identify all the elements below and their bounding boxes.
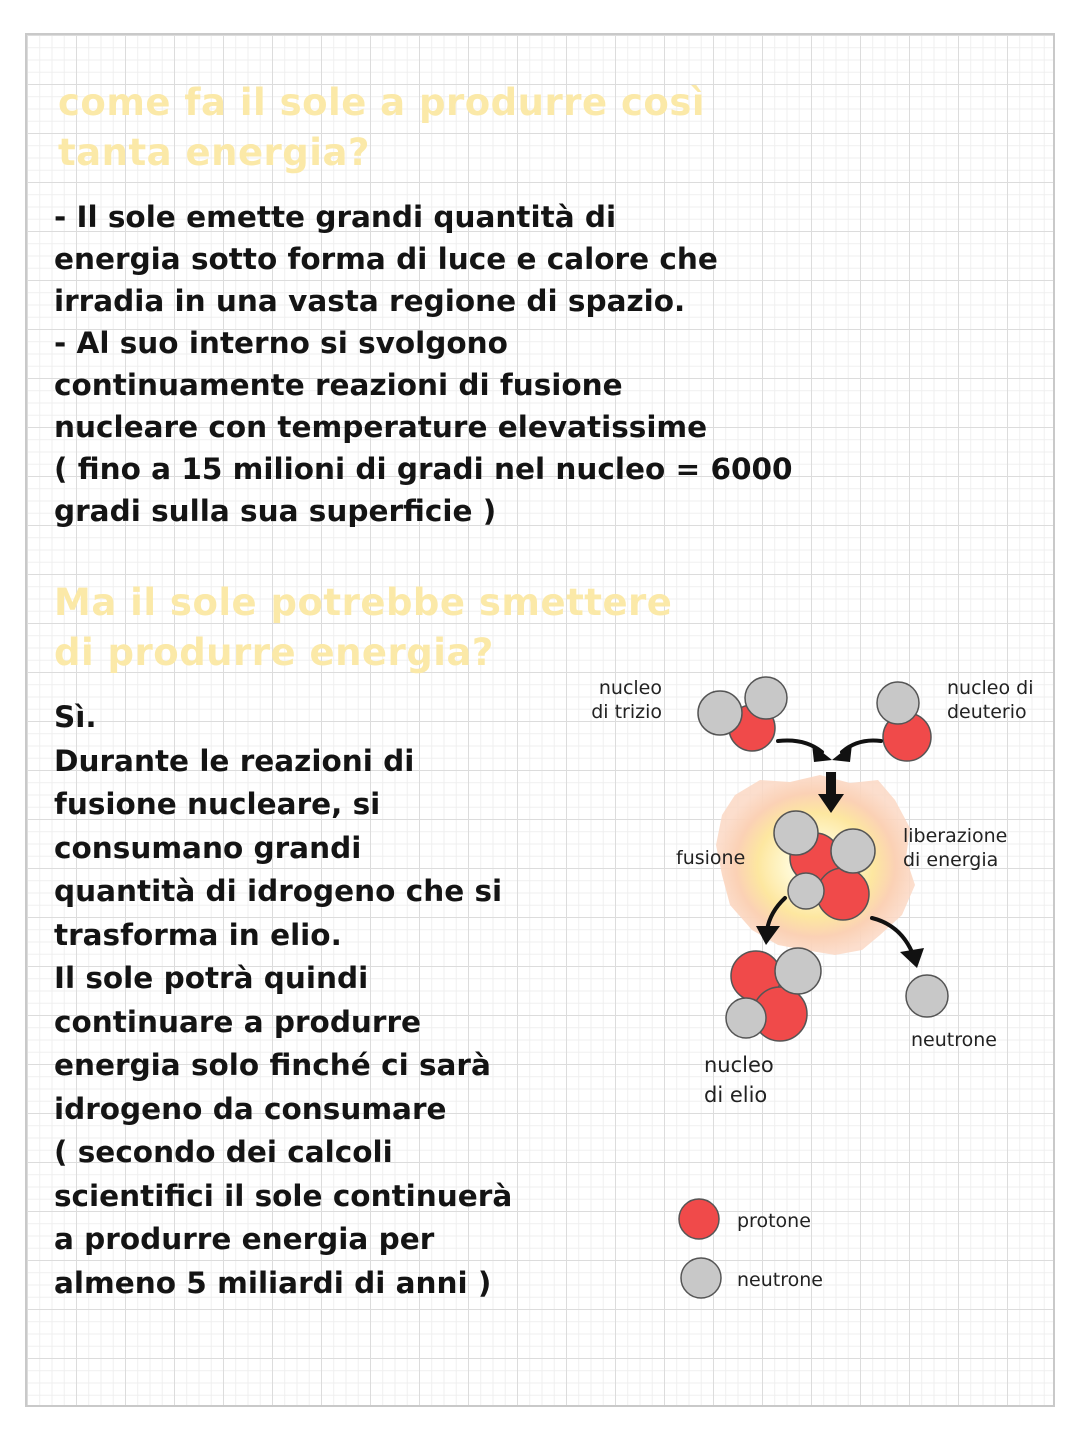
- text-line: energia solo finché ci sarà: [54, 1048, 491, 1082]
- legend-neutron-swatch: [681, 1258, 721, 1298]
- text-line: - Al suo interno si svolgono: [54, 326, 508, 360]
- text-line: energia sotto forma di luce e calore che: [54, 242, 718, 276]
- arrow-head: [812, 744, 832, 762]
- neutron-output-label: neutrone: [911, 1029, 997, 1051]
- legend-neutron-label: neutrone: [737, 1269, 823, 1291]
- neutron: [831, 829, 875, 873]
- text-line: ( secondo dei calcoli: [54, 1135, 393, 1169]
- neutron: [788, 873, 824, 909]
- merge-arrows: [778, 740, 881, 752]
- proton: [817, 868, 869, 920]
- text-line: a produrre energia per: [54, 1222, 435, 1256]
- text-line: Sì.: [54, 700, 97, 734]
- deuterium-nucleus: [877, 682, 931, 761]
- arrow-head: [832, 744, 852, 762]
- helium-label: nucleo di elio: [704, 1053, 774, 1107]
- text-line: idrogeno da consumare: [54, 1091, 447, 1126]
- tritium-nucleus: [698, 677, 787, 751]
- title-line: Ma il sole potrebbe smettere: [54, 581, 673, 624]
- text-line: irradia in una vasta regione di spazio.: [54, 284, 686, 318]
- helium-nucleus: [726, 948, 821, 1041]
- neutron: [877, 682, 919, 724]
- arrow-head: [900, 948, 924, 968]
- neutron: [774, 811, 818, 855]
- fusion-label: fusione: [676, 847, 746, 869]
- neutron: [745, 677, 787, 719]
- legend-proton-swatch: [679, 1199, 719, 1239]
- text-line: almeno 5 miliardi di anni ): [54, 1265, 492, 1300]
- neutron: [775, 948, 821, 994]
- neutron: [698, 691, 742, 735]
- text-line: quantità di idrogeno che si: [54, 874, 503, 908]
- deuterium-label: nucleo di deuterio: [947, 677, 1034, 723]
- text-line: - Il sole emette grandi quantità di: [54, 200, 617, 234]
- title-line: tanta energia?: [58, 131, 370, 174]
- neutron: [726, 998, 766, 1038]
- tritium-label: nucleo di trizio: [591, 677, 662, 723]
- text-line: scientifici il sole continuerà: [54, 1178, 513, 1213]
- text-line: consumano grandi: [54, 830, 362, 865]
- text-line: trasforma in elio.: [54, 917, 342, 952]
- text-line: continuamente reazioni di fusione: [54, 368, 623, 402]
- text-line: gradi sulla sua superficie ): [54, 494, 497, 528]
- text-line: Il sole potrà quindi: [54, 961, 369, 995]
- text-line: nucleare con temperature elevatissime: [54, 410, 708, 444]
- title-line: come fa il sole a produrre così: [58, 81, 706, 124]
- released-neutron: [906, 975, 948, 1017]
- energy-release-label: liberazione di energia: [903, 825, 1008, 871]
- legend-proton-label: protone: [737, 1210, 811, 1232]
- arrow-shaft: [826, 772, 836, 796]
- text-line: Durante le reazioni di: [54, 743, 415, 778]
- text-line: ( fino a 15 milioni di gradi nel nucleo = 6000: [54, 452, 793, 486]
- text-line: continuare a produrre: [54, 1004, 422, 1039]
- text-line: fusione nucleare, si: [54, 787, 381, 821]
- title-line: di produrre energia?: [54, 631, 494, 674]
